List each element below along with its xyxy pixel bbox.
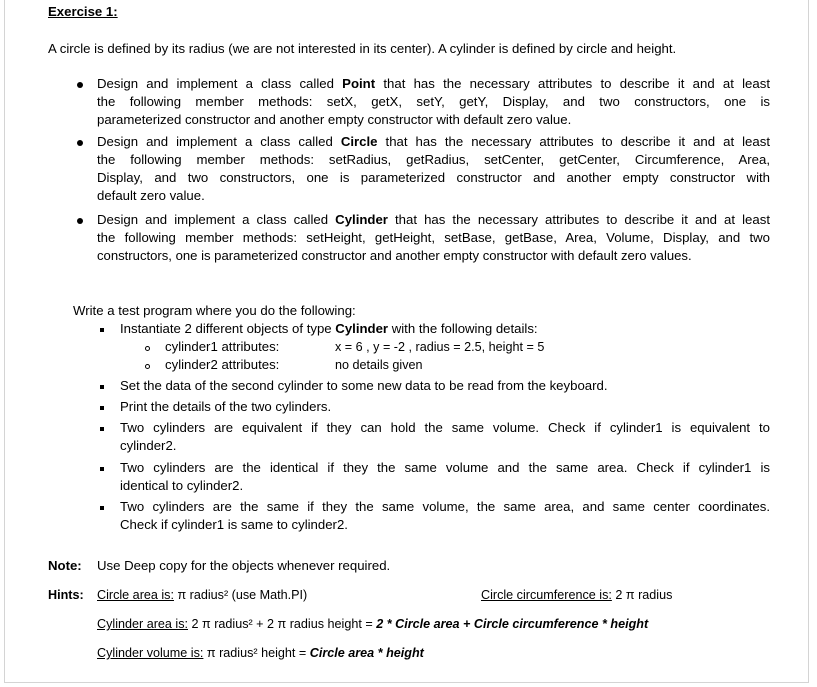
task-cylinder-line-1: Design and implement a class called Cylinder that has the necessary attributes to describe it and at least <box>97 212 770 227</box>
hint-circle-circumference: Circle circumference is: 2 π radius <box>481 588 673 602</box>
test-item-print: Print the details of the two cylinders. <box>120 399 332 414</box>
hint-cylinder-volume: Cylinder volume is: π radius² height = Circle area * height <box>97 646 424 660</box>
hint-circle-area: Circle area is: π radius² (use Math.PI) <box>97 588 308 602</box>
test-item-set-data: Set the data of the second cylinder to some new data to be read from the keyboard. <box>120 378 608 393</box>
task-circle-line-4: default zero value. <box>97 188 205 203</box>
test-program-heading: Write a test program where you do the following: <box>73 303 356 318</box>
cylinder2-value: no details given <box>335 358 423 372</box>
cylinder2-label: cylinder2 attributes: <box>165 357 280 372</box>
circle-bullet <box>145 364 150 369</box>
task-cylinder-line-3: constructors, one is parameterized constructor and another empty constructor with default zero values. <box>97 248 692 263</box>
circle-bullet <box>145 346 150 351</box>
task-point-line-3: parameterized constructor and another empty constructor with default zero value. <box>97 112 572 127</box>
test-item-same-line-2: Check if cylinder1 is same to cylinder2. <box>120 517 348 532</box>
test-item-equivalent-line-1: Two cylinders are equivalent if they can hold the same volume. Check if cylinder1 is equivalent to <box>120 420 770 435</box>
exercise-intro: A circle is defined by its radius (we are not interested in its center). A cylinder is defined by circle and height. <box>48 41 677 56</box>
test-item-equivalent-line-2: cylinder2. <box>120 438 177 453</box>
test-item-identical-line-2: identical to cylinder2. <box>120 478 244 493</box>
task-circle-line-1: Design and implement a class called Circle that has the necessary attributes to describe it and at least <box>97 134 770 149</box>
note-label: Note: <box>48 558 82 573</box>
hint-cylinder-area: Cylinder area is: 2 π radius² + 2 π radius height = 2 * Circle area + Circle circumference * height <box>97 617 649 631</box>
cylinder1-label: cylinder1 attributes: <box>165 339 280 354</box>
task-point-line-1: Design and implement a class called Point that has the necessary attributes to describe it and at least <box>97 76 770 91</box>
square-bullet <box>100 467 104 471</box>
task-point-line-2: the following member methods: setX, getX, setY, getY, Display, and two constructors, one is <box>97 94 770 109</box>
bullet-point <box>77 218 83 224</box>
test-item-identical-line-1: Two cylinders are the identical if they the same volume and the same area. Check if cylinder1 is <box>120 460 770 475</box>
square-bullet <box>100 406 104 410</box>
bullet-point <box>77 82 83 88</box>
task-circle-line-3: Display, and two constructors, one is parameterized constructor and another empty constructor with <box>97 170 770 185</box>
task-circle-line-2: the following member methods: setRadius, getRadius, setCenter, getCenter, Circumference, Area, <box>97 152 770 167</box>
square-bullet <box>100 506 104 510</box>
task-cylinder-line-2: the following member methods: setHeight, getHeight, setBase, getBase, Area, Volume, Display, and two <box>97 230 770 245</box>
note-text: Use Deep copy for the objects whenever required. <box>97 558 391 573</box>
square-bullet <box>100 427 104 431</box>
square-bullet <box>100 328 104 332</box>
test-item-same-line-1: Two cylinders are the same if they the same volume, the same area, and same center coordinates. <box>120 499 770 514</box>
square-bullet <box>100 385 104 389</box>
cylinder1-value: x = 6 , y = -2 , radius = 2.5, height = 5 <box>335 340 545 354</box>
exercise-title: Exercise 1: <box>48 4 118 19</box>
bullet-point <box>77 140 83 146</box>
test-item-instantiate: Instantiate 2 different objects of type Cylinder with the following details: <box>120 321 538 336</box>
hints-label: Hints: <box>48 588 84 602</box>
